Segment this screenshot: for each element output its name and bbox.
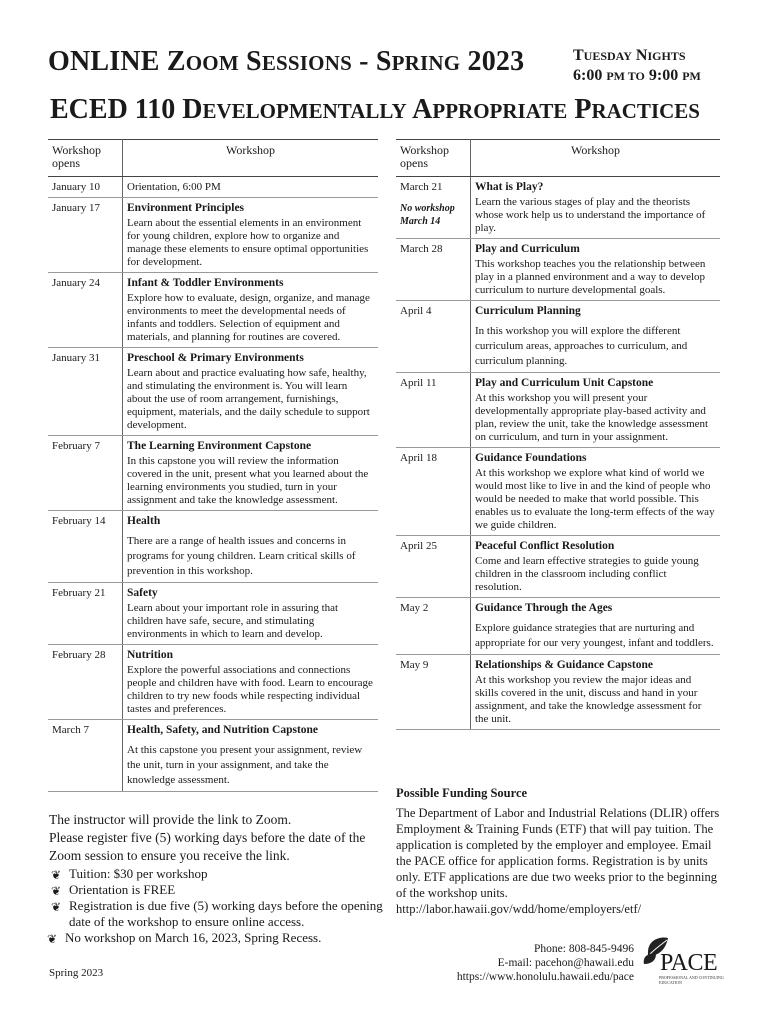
workshop-desc: This workshop teaches you the relationship between play in a planned environment and a way to develop curriculum to nurture developmental goals. <box>475 258 706 296</box>
row-date: April 25 <box>396 536 471 598</box>
course-title: ECED 110 DEVELOPMENTALLY APPROPRIATE PRACTICES <box>50 94 700 125</box>
workshop-desc: Learn the various stages of play and the theorists whose work help us to understand the importance of play. <box>475 196 706 234</box>
row-date: May 9 <box>396 655 471 730</box>
pace-logo-subtitle: PROFESSIONAL AND CONTINUING EDUCATION <box>659 975 724 985</box>
workshop-title: Environment Principles <box>127 202 245 214</box>
workshop-desc: In this workshop you will explore the different curriculum areas, approaches to curriculum, and curriculum planning. <box>475 325 688 367</box>
column-header-workshop: Workshop <box>123 140 379 177</box>
row-date: May 2 <box>396 598 471 655</box>
workshop-title: Guidance Foundations <box>475 452 587 464</box>
list-item: ❦ Registration is due five (5) working days before the opening date of the workshop to ensure online access. <box>51 898 383 929</box>
row-date: February 14 <box>48 511 123 583</box>
workshop-title: Safety <box>127 587 158 599</box>
row-date: January 31 <box>48 348 123 436</box>
instruction-line-1: The instructor will provide the link to Zoom. <box>49 812 292 827</box>
leaf-icon: ❦ <box>47 932 58 946</box>
session-time: TUESDAY NIGHTS 6:00 PM TO 9:00 PM <box>573 47 701 84</box>
table-row <box>396 655 720 730</box>
workshop-title: Health, Safety, and Nutrition Capstone <box>127 724 319 736</box>
workshop-title: What is Play? <box>475 181 544 193</box>
table-row <box>48 348 378 436</box>
funding-body: The Department of Labor and Industrial Relations (DLIR) offers Employment & Training Funds (ETF) that will pay tuition. The application is completed by the employer and employee. Email the PACE office for application forms. Registration is by units only. ETF applications are due two weeks prior to the beginning of the workshop units. http://labor.hawaii.gov/wdd/home/employers/etf/ <box>396 806 720 916</box>
workshop-desc: Explore how to evaluate, design, organize, and manage environments to meet the developmental needs of infants and toddlers. Selection of equipment and materials, and planning for routines are covered. <box>127 292 370 343</box>
list-item: ❦ No workshop on March 16, 2023, Spring Recess. <box>47 930 322 946</box>
table-row <box>48 177 378 198</box>
list-item: ❦ Tuition: $30 per workshop <box>51 866 208 882</box>
table-row <box>48 720 378 792</box>
workshop-desc: There are a range of health issues and concerns in programs for young children. Learn critical skills of prevention in this workshop. <box>127 535 356 577</box>
row-date: March 21 <box>400 181 443 193</box>
workshop-title: Nutrition <box>127 649 173 661</box>
workshop-desc: At this workshop we explore what kind of world we would most like to live in and the kind of people who would be needed to make that world possible. This enables us to evaluate the long-term effects of the way we guide children. <box>475 467 715 531</box>
workshop-title: Health <box>127 515 161 527</box>
table-row <box>396 448 720 536</box>
funding-title: Possible Funding Source <box>396 786 528 800</box>
table-row <box>396 301 720 373</box>
contact-url[interactable]: https://www.honolulu.hawaii.edu/pace <box>456 971 634 983</box>
workshop-desc: Learn about the essential elements in an environment for young children, explore how to organize and manage these elements to ensure optimal opportunities for development. <box>127 217 369 268</box>
row-date: March 28 <box>396 239 471 301</box>
workshop-title: Relationships & Guidance Capstone <box>475 659 653 671</box>
workshop-title: Guidance Through the Ages <box>475 602 613 614</box>
row-date: April 11 <box>396 373 471 448</box>
instruction-line-2: Please register five (5) working days before the date of the Zoom session to ensure you receive the link. <box>49 830 366 863</box>
workshop-desc: At this workshop you review the major ideas and skills covered in the unit, discuss and hand in your assignment, and take the knowledge assessment for the unit. <box>475 674 702 725</box>
workshop-desc: Come and learn effective strategies to guide young children in the classroom including conflict resolution. <box>475 555 699 593</box>
contact-email[interactable]: E-mail: pacehon@hawaii.edu <box>497 957 634 969</box>
workshop-title: Play and Curriculum <box>475 243 580 255</box>
row-date: January 17 <box>48 198 123 273</box>
row-date: March 7 <box>48 720 123 792</box>
workshop-desc: Explore guidance strategies that are nurturing and appropriate for our very youngest, infant and toddlers. <box>475 622 714 649</box>
row-date: April 4 <box>396 301 471 373</box>
no-workshop-note: No workshop March 14 <box>400 203 455 227</box>
leaf-icon: ❦ <box>51 884 62 898</box>
leaf-icon: ❦ <box>51 868 62 882</box>
row-date: January 24 <box>48 273 123 348</box>
table-row <box>48 198 378 273</box>
row-date: February 7 <box>48 436 123 511</box>
row-date: February 21 <box>48 583 123 645</box>
table-row <box>48 511 378 583</box>
table-row <box>396 373 720 448</box>
workshop-title: Peaceful Conflict Resolution <box>475 540 615 552</box>
table-row <box>396 536 720 598</box>
table-row <box>396 239 720 301</box>
column-header-workshop: Workshop <box>471 140 721 177</box>
workshop-title: Preschool & Primary Environments <box>127 352 304 364</box>
workshop-title: The Learning Environment Capstone <box>127 440 312 452</box>
workshop-title: Infant & Toddler Environments <box>127 277 284 289</box>
footer-term: Spring 2023 <box>49 967 104 979</box>
row-desc: Orientation, 6:00 PM <box>123 177 379 198</box>
table-row <box>396 598 720 655</box>
pace-logo: PACE <box>660 950 718 976</box>
workshop-desc: In this capstone you will review the information covered in the unit, present what you learned about the learning environments you studied, turn in your assignment and take the knowledge assessment. <box>127 455 369 506</box>
info-bullets <box>49 866 384 946</box>
workshop-title: Play and Curriculum Unit Capstone <box>475 377 654 389</box>
row-date: February 28 <box>48 645 123 720</box>
row-date: April 18 <box>396 448 471 536</box>
workshop-desc: At this workshop you will present your developmentally appropriate play-based activity and plan, review the unit, take the knowledge assessment on curriculum, and turn in your assignment. <box>475 392 709 443</box>
page-title: ONLINE ZOOM SESSIONS - SPRING 2023 <box>48 46 525 77</box>
instructions <box>49 811 384 865</box>
row-date: January 10 <box>48 177 123 198</box>
schedule-table-right <box>396 139 720 730</box>
table-row <box>48 645 378 720</box>
list-item: ❦ Orientation is FREE <box>51 882 176 898</box>
workshop-desc: Explore the powerful associations and connections people and children have with food. Learn to encourage children to try new foods while respecting individual tastes and preferences. <box>127 664 373 715</box>
column-header-opens: Workshop opens <box>396 140 471 177</box>
table-row <box>48 436 378 511</box>
table-row <box>48 273 378 348</box>
schedule-table-left <box>48 139 378 792</box>
workshop-desc: Learn about and practice evaluating how safe, healthy, and stimulating the environment is. You will learn about the use of room arrangement, furnishings, equipment, materials, and the daily schedule to support development. <box>127 367 370 431</box>
contact-info <box>410 942 634 984</box>
leaf-icon: ❦ <box>51 900 62 914</box>
column-header-opens: Workshop opens <box>48 140 123 177</box>
workshop-desc: Learn about your important role in assuring that children have safe, secure, and stimulating environments in which to learn and develop. <box>127 602 339 640</box>
workshop-desc: At this capstone you present your assignment, review the unit, turn in your assignment, and take the knowledge assessment. <box>127 744 363 786</box>
table-row <box>48 583 378 645</box>
contact-phone: Phone: 808-845-9496 <box>534 943 634 955</box>
table-row <box>396 177 720 239</box>
workshop-title: Curriculum Planning <box>475 305 581 317</box>
